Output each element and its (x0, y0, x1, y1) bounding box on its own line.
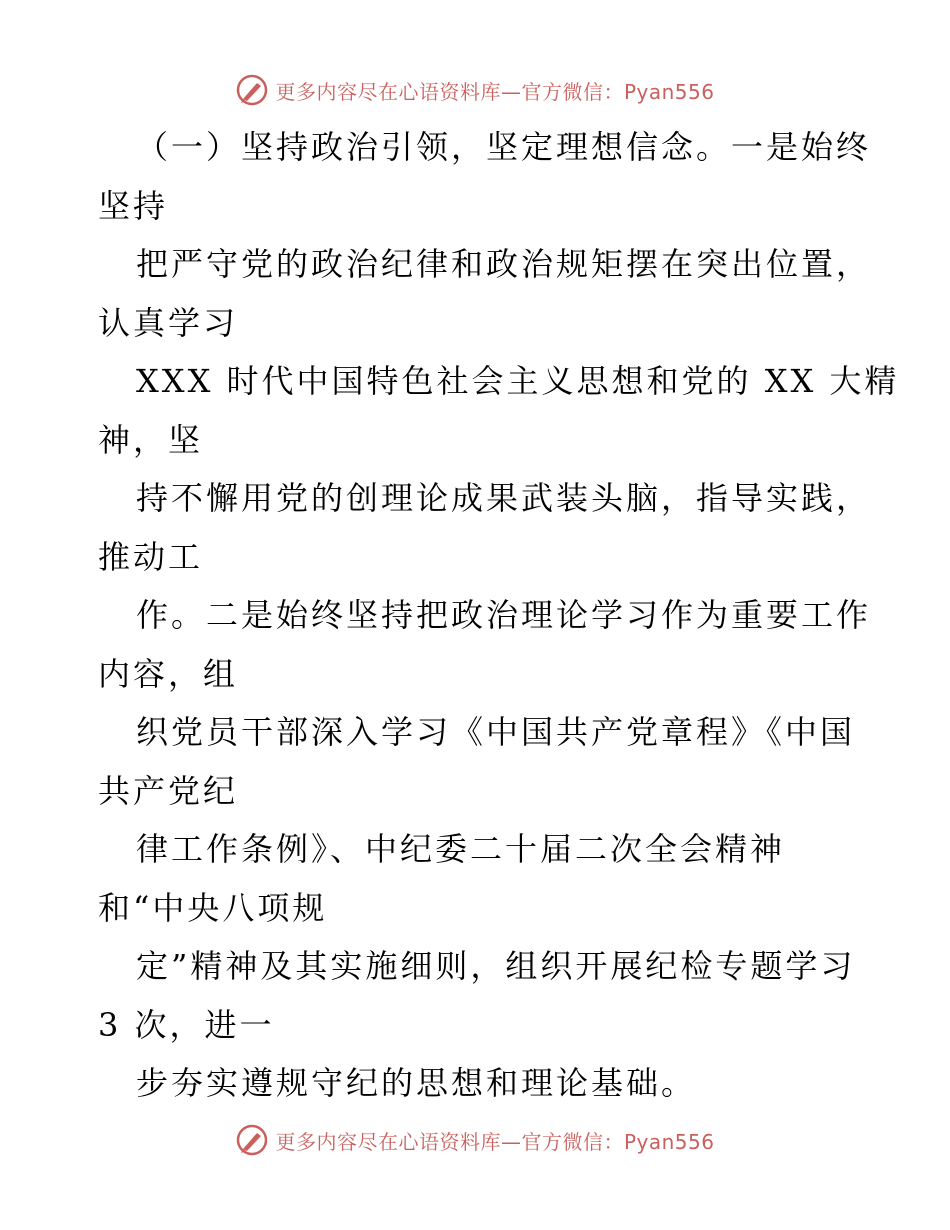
document-body (98, 118, 900, 1113)
footer-watermark (0, 1120, 950, 1160)
body-line: 和“中央八项规 (98, 888, 328, 927)
body-line: 共产党纪 (98, 771, 239, 810)
body-line: 持不懈用党的创理论成果武装头脑，指导实践， (136, 479, 872, 517)
body-line: 内容，组 (98, 654, 239, 693)
body-line: 认真学习 (98, 303, 239, 342)
header-watermark (0, 70, 950, 110)
pen-logo-icon (235, 1123, 269, 1157)
body-line: 推动工 (98, 537, 204, 576)
body-line: 坚持 (98, 186, 169, 225)
watermark-text: 更多内容尽在心语资料库—官方微信：Pyan556 (275, 79, 715, 104)
pen-logo-icon (235, 73, 269, 107)
body-line: 步夯实遵规守纪的思想和理论基础。 (136, 1064, 697, 1102)
body-line: 作。二是始终坚持把政治理论学习作为重要工作 (136, 596, 872, 634)
body-line: XXX 时代中国特色社会主义思想和党的 XX 大精 (136, 362, 900, 400)
body-line: 定”精神及其实施细则，组织开展纪检专题学习 (136, 947, 856, 985)
body-line: 神，坚 (98, 420, 204, 459)
body-line: 律工作条例》、中纪委二十届二次全会精神 (136, 830, 786, 868)
body-line: 3 次，进一 (98, 1005, 275, 1044)
watermark-text: 更多内容尽在心语资料库—官方微信：Pyan556 (275, 1129, 715, 1154)
body-line: （一）坚持政治引领，坚定理想信念。一是始终 (136, 128, 872, 166)
body-line: 把严守党的政治纪律和政治规矩摆在突出位置， (136, 245, 872, 283)
body-line: 织党员干部深入学习《中国共产党章程》《中国 (136, 713, 856, 751)
